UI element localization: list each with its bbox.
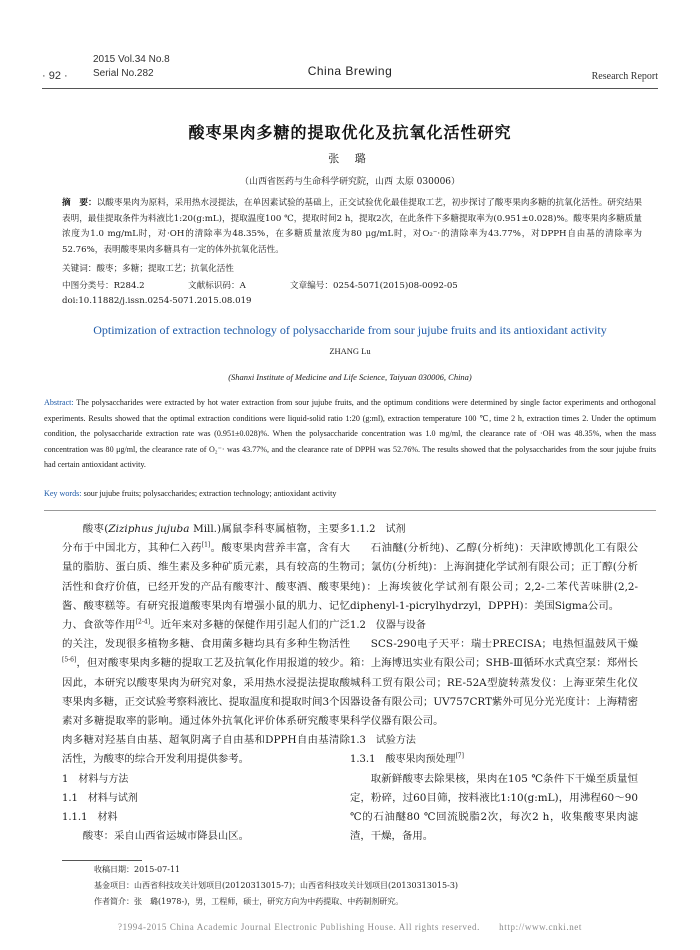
- body-right-column: [350, 520, 638, 846]
- article-value: 0254-5071(2015)08-0092-05: [332, 281, 458, 291]
- intro-text-b: Mill.)属鼠李科枣属植物，主要多分布于中国北方，其种仁入药: [62, 523, 350, 555]
- abstract-en: [44, 395, 656, 473]
- abstract-cn-text: 以酸枣果肉为原料，采用热水浸提法，在单因素试验的基础上，正交试验优化最佳提取工艺，初步探讨了酸枣果肉多糖的抗氧化活性。研究结果表明，最佳提取条件为料液比1:20(g:mL)，提取温度100 ℃，提取时间2 h，提取2次，在此条件下多糖提取率为(0.951±0.028)%。酸枣果肉多糖质量浓度为1.0 mg/mL时，对·OH的清除率为48.35%，在多糖质量浓度为80 μg/mL时，对O₂⁻·的清除率为43.77%，对DPPH自由基的清除率为52.76%，表明酸枣果肉多糖具有一定的体外抗氧化活性。: [62, 198, 642, 255]
- header-rule: [42, 88, 658, 89]
- english-author: ZHANG Lu: [329, 346, 371, 356]
- heading-1-1: 1.1 材料与试剂: [62, 792, 138, 804]
- footnote-rule: [62, 860, 142, 861]
- intro-text-a: 酸枣(: [82, 523, 109, 535]
- intro-text-d: 。近年来对多糖的保健作用引起人们的广泛的关注，发现很多植物多糖、食用菌多糖均具有多种生物活性: [62, 619, 351, 651]
- doc-value: A: [239, 281, 246, 291]
- keywords-en-label: Key words:: [44, 489, 82, 498]
- doc-code: [188, 279, 246, 291]
- abstract-en-label: Abstract:: [44, 398, 74, 407]
- keywords-cn-label: 关键词：: [62, 264, 97, 274]
- body-left-column: [62, 520, 350, 846]
- material-text: 酸枣：采自山西省运城市降县山区。: [82, 830, 250, 843]
- clc-number: [62, 279, 145, 291]
- abstract-cn-label: 摘 要：: [62, 198, 97, 208]
- section-label: Research Report: [591, 71, 658, 82]
- heading-1-2: 1.2 仪器与设备: [350, 620, 426, 632]
- intro-paragraph: [62, 520, 350, 770]
- abstract-en-text: The polysaccharides were extracted by hot water extraction from sour jujube fruits, and the optimum conditions were determined by single factor experiments and orthogonal experiments. Results showed that the optimal extraction conditions were liquid-solid ratio 1:20 (g:ml), extraction temperature 100 ℃, time 2 h, extraction times 2. Under the optimum condition, the polysaccharide extraction rate was (0.951±0.028)%. When the polysaccharide concentration was 1.0 mg/ml, the clearance rate of ·OH was 48.35%, when the mass concentration was 80 μg/ml, the clearance rate of O₂⁻· was 43.77%, and the clearance rate of DPPH was 52.76%. The results showed that the polysaccharides from the sour jujube fruits had certain antioxidant activity.: [44, 398, 656, 470]
- paper-title: 酸枣果肉多糖的提取优化及抗氧化活性研究: [188, 123, 512, 142]
- keywords-en-text: sour jujube fruits; polysaccharides; extraction technology; antioxidant activity: [83, 489, 337, 498]
- author-affiliation: （山西省医药与生命科学研究院，山西 太原 030006）: [239, 177, 461, 187]
- keywords-cn: [62, 262, 234, 274]
- serial-line: Serial No.282: [93, 68, 154, 79]
- keywords-en: [44, 489, 656, 498]
- pretreatment-text: 取新鲜酸枣去除果核，果肉在105 ℃条件下干燥至质量恒定，粉碎，过60目筛，按料液比1:10(g:mL)，用沸程60～90 ℃的石油醚80 ℃回流脱脂2次，每次2 h，收集酸枣果肉滤渣，干燥，备用。: [350, 772, 638, 843]
- clc-label: 中图分类号：: [62, 281, 114, 291]
- doi-value: 10.11882/j.issn.0254-5071.2015.08.019: [78, 296, 252, 306]
- doc-label: 文献标识码：: [188, 281, 240, 291]
- footnote-received: 收稿日期：2015-07-11: [94, 865, 181, 874]
- citation-ref: [2-4]: [135, 618, 151, 626]
- heading-1-1-1: 1.1.1 材料: [62, 812, 118, 824]
- heading-1: 1 材料与方法: [62, 773, 129, 785]
- author-name: 张 璐: [328, 152, 372, 165]
- instruments-text: SCS-290电子天平：瑞士PRECISA；电热恒温鼓风干燥箱：上海博迅实业有限公司；SHB-Ⅲ循环水式真空泵：郑州长城科工贸有限公司；RE-52A型旋转蒸发仪：上海亚荣生化仪器设备有限公司；UV757CRT紫外可见分光光度计：上海精密科学仪器有限公司。: [350, 638, 638, 728]
- intro-text-e: ，但对酸枣果肉多糖的提取工艺及抗氧化作用报道的较少。因此，本研究以酸枣果肉为研究对象，采用热水浸提法提取酸枣果肉多糖，正交试验考察料液比、提取温度和提取时间3个因素对多糖提取率的影响。通过体外抗氧化评价体系研究酸枣果肉多糖对羟基自由基、超氧阴离子自由基和DPPH自由基清除活性，为酸枣的综合开发利用提供参考。: [62, 657, 350, 766]
- footnote-fund: 基金项目：山西省科技攻关计划项目(20120313015-7)；山西省科技攻关计划项目(20130313015-3): [94, 881, 459, 890]
- english-affiliation: (Shanxi Institute of Medicine and Life Science, Taiyuan 030006, China): [228, 372, 472, 382]
- heading-1-3-1-text: 1.3.1 酸枣果肉预处理: [350, 754, 456, 766]
- doi: [62, 296, 252, 306]
- abstract-separator: [44, 510, 656, 511]
- reagents-text: 石油醚(分析纯)、乙醇(分析纯)：天津欧博凯化工有限公司；氯仿(分析纯)：上海润捷化学试剂有限公司；正丁醇(分析纯)：上海埃彼化学试剂有限公司；2,2-二苯代苦味肼(2,2-diphenyl-1-picrylhydrzyl，DPPH)：美国Sigma公司。: [350, 542, 638, 612]
- journal-name: China Brewing: [307, 64, 393, 78]
- heading-1-3-1: [350, 750, 638, 769]
- citation-ref: [5-6]: [62, 656, 77, 664]
- clc-value: R284.2: [113, 281, 145, 291]
- abstract-cn: [62, 196, 642, 258]
- intro-text-c: 。酸枣果肉营养丰富，含有大量的脂肪、蛋白质、维生素及多种矿质元素，具有较高的生物活性和食疗价值，已经开发的产品有酸枣汁、酸枣酒、酸枣果酱、酸枣糕等。有研究报道酸枣果肉有增强小鼠的肌力、记忆力、食欲等作用: [62, 542, 350, 632]
- page-number: · 92 ·: [42, 70, 68, 82]
- citation-ref: [1]: [201, 541, 211, 549]
- volume-line: 2015 Vol.34 No.8: [93, 54, 170, 65]
- citation-ref: [7]: [455, 753, 464, 761]
- heading-1-3: 1.3 试验方法: [350, 735, 416, 747]
- copyright-notice: ?1994-2015 China Academic Journal Electronic Publishing House. All rights reserved. http://www.cnki.net: [118, 922, 582, 932]
- article-number: [290, 279, 458, 291]
- english-title: Optimization of extraction technology of polysaccharide from sour jujube fruits and its antioxidant activity: [93, 323, 607, 337]
- keywords-cn-text: 酸枣；多糖；提取工艺；抗氧化活性: [96, 264, 234, 274]
- latin-name: Ziziphus jujuba: [108, 523, 190, 535]
- article-label: 文章编号：: [290, 281, 333, 291]
- footnote-bio: 作者简介：张 璐(1978-)，男，工程师，硕士，研究方向为中药提取、中药制剂研究。: [94, 897, 404, 906]
- heading-1-1-2: 1.1.2 试剂: [350, 524, 406, 535]
- doi-label: doi:: [62, 296, 79, 306]
